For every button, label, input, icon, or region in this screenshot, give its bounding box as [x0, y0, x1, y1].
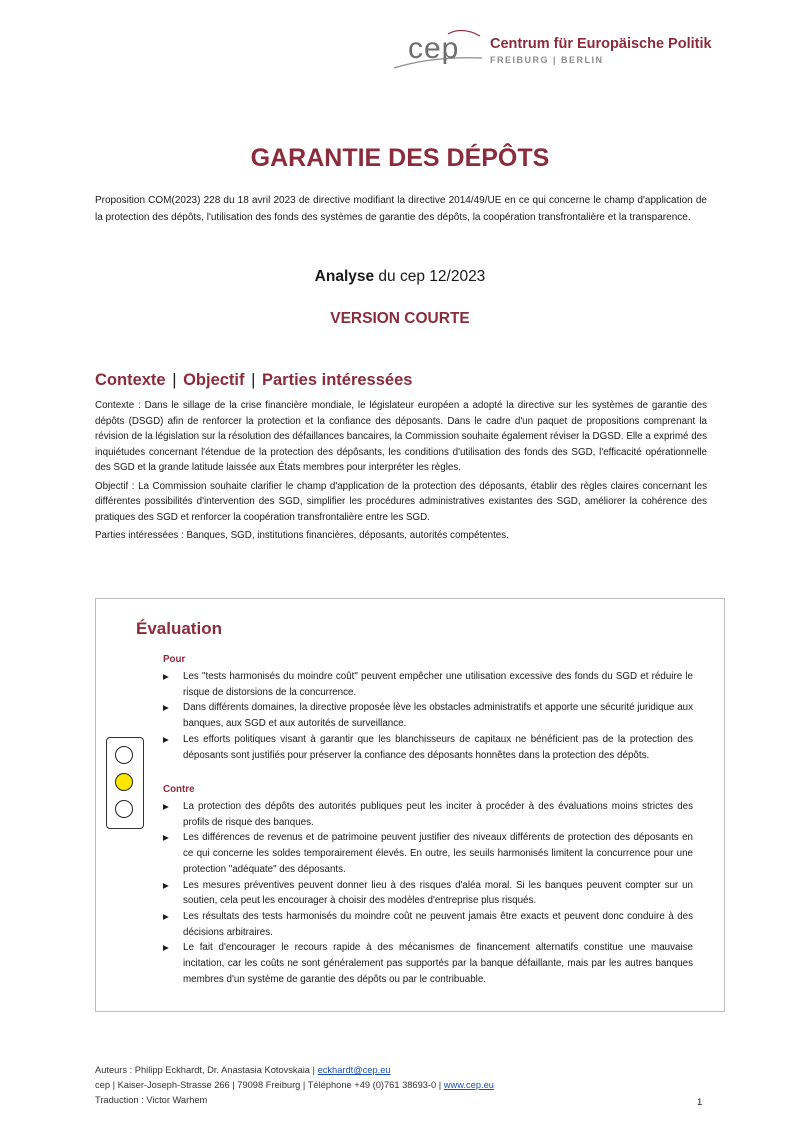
pour-label: Pour	[163, 654, 186, 665]
pour-list	[163, 669, 693, 763]
heading-parties: Parties intéressées	[262, 371, 413, 389]
heading-separator: |	[251, 371, 256, 389]
footer-translation: Traduction : Victor Warhem	[95, 1095, 208, 1105]
list-item: ▶ Les "tests harmonisés du moindre coût" peuvent empêcher une utilisation excessive des fonds du SGD et réduire le risque de distorsions de la concurrence.	[163, 669, 693, 700]
footer-address-line	[95, 1078, 707, 1093]
analysis-label: Analyse	[314, 268, 375, 285]
list-item: ▶ Dans différents domaines, la directive proposée lève les obstacles administratifs et apporte une sécurité juridique aux banques, aux SGD et aux autorités de surveillance.	[163, 700, 693, 731]
page-title: GARANTIE DES DÉPÔTS	[250, 144, 550, 172]
contre-label: Contre	[163, 784, 195, 795]
stakeholders-paragraph: Parties intéressées : Banques, SGD, institutions financières, déposants, autorités compétentes.	[95, 530, 509, 541]
context-body	[95, 398, 707, 547]
context-paragraph: Contexte : Dans le sillage de la crise financière mondiale, le législateur européen a adopté la directive sur les systèmes de garantie des dépôts (DSGD) afin de renforcer la protection et la confiance des déposants. Dans le cadre d'un paquet de propositions comprenant la révision de la législation sur la résolution des défaillances bancaires, la Commission souhaite également réviser la DGSD. Elle a exprimé des inquiétudes concernant l'étendue de la protection des dépôsants, les conditions d'utilisation des fonds des SGD, l'efficacité opérationnelle des SGD et la grande latitude laissée aux États membres pour interpréter les règles.	[95, 400, 707, 473]
page-number: 1	[697, 1097, 703, 1108]
cep-logo	[392, 28, 722, 74]
objective-paragraph: Objectif : La Commission souhaite clarifier le champ d'application de la protection des déposants, établir des règles claires concernant les différentes possibilités d'intervention des SGD, simplifier les procédures administratives existantes des SGD, améliorer la cohérence des pratiques des SGD et renforcer la coopération transfrontalière entre les SGD.	[95, 480, 707, 523]
list-item: ▶ Les mesures préventives peuvent donner lieu à des risques d'aléa moral. Si les banques peuvent compter sur un soutien, cela peut les encourager à choisir des modèles d'entreprise plus risqués.	[163, 878, 693, 909]
email-link[interactable]: eckhardt@cep.eu	[317, 1065, 391, 1075]
heading-separator: |	[172, 371, 177, 389]
website-link[interactable]: www.cep.eu	[443, 1080, 494, 1090]
version-label: VERSION COURTE	[330, 310, 470, 327]
traffic-light-icon	[106, 737, 144, 829]
intro-paragraph: Proposition COM(2023) 228 du 18 avril 2023 de directive modifiant la directive 2014/49/UE en ce qui concerne le champ d'application de la protection des dépôts, l'utilisation des fonds des systèmes de garantie des dépôts, la coopération transfrontalière et la transparence.	[95, 195, 707, 223]
footer-authors-line	[95, 1063, 707, 1078]
logo-cities: FREIBURG | BERLIN	[490, 55, 604, 65]
list-item: ▶ La protection des dépôts des autorités publiques peut les inciter à procéder à des évaluations moins strictes des profils de risque des banques.	[163, 799, 693, 830]
traffic-light-yellow-on	[115, 773, 133, 791]
traffic-light-green-off	[115, 800, 133, 818]
list-item: ▶ Le fait d'encourager le recours rapide à des mécanismes de financement alternatifs constitue une mauvaise incitation, car les coûts ne sont généralement pas supportés par la banque défaillante, mais par les autres banques membres d'un système de garantie des dépôts ou par le contribuable.	[163, 940, 693, 987]
heading-objectif: Objectif	[183, 371, 245, 389]
footer-address: cep | Kaiser-Joseph-Strasse 266 | 79098 Freiburg | Téléphone +49 (0)761 38693-0 |	[95, 1080, 444, 1090]
list-item: ▶ Les efforts politiques visant à garantir que les blanchisseurs de capitaux ne bénéficient pas de la protection des déposants sont justifiés pour préserver la confiance des déposants honnêtes dans la protection des dépôts.	[163, 732, 693, 763]
analysis-reference	[0, 268, 800, 286]
context-section-heading	[95, 371, 412, 390]
traffic-light-red-off	[115, 746, 133, 764]
evaluation-title: Évaluation	[136, 619, 222, 638]
analysis-number: du cep 12/2023	[374, 268, 486, 285]
list-item: ▶ Les différences de revenus et de patrimoine peuvent justifier des niveaux différents de protection des déposants en ce qui concerne les soldes temporairement élevés. En outre, les seuils harmonisés limitent la concurrence pour une protection "adéquate" des déposants.	[163, 830, 693, 877]
contre-list	[163, 799, 693, 987]
list-item: ▶ Les résultats des tests harmonisés du moindre coût ne peuvent jamais être exacts et peuvent donc conduire à des décisions arbitraires.	[163, 909, 693, 940]
evaluation-box	[95, 598, 725, 1012]
footer-authors: Auteurs : Philipp Eckhardt, Dr. Anastasia Kotovskaia |	[95, 1065, 318, 1075]
logo-organization-name: Centrum für Europäische Politik	[490, 36, 712, 52]
heading-contexte: Contexte	[95, 371, 166, 389]
footer	[95, 1063, 707, 1108]
logo-word: cep	[408, 32, 460, 65]
